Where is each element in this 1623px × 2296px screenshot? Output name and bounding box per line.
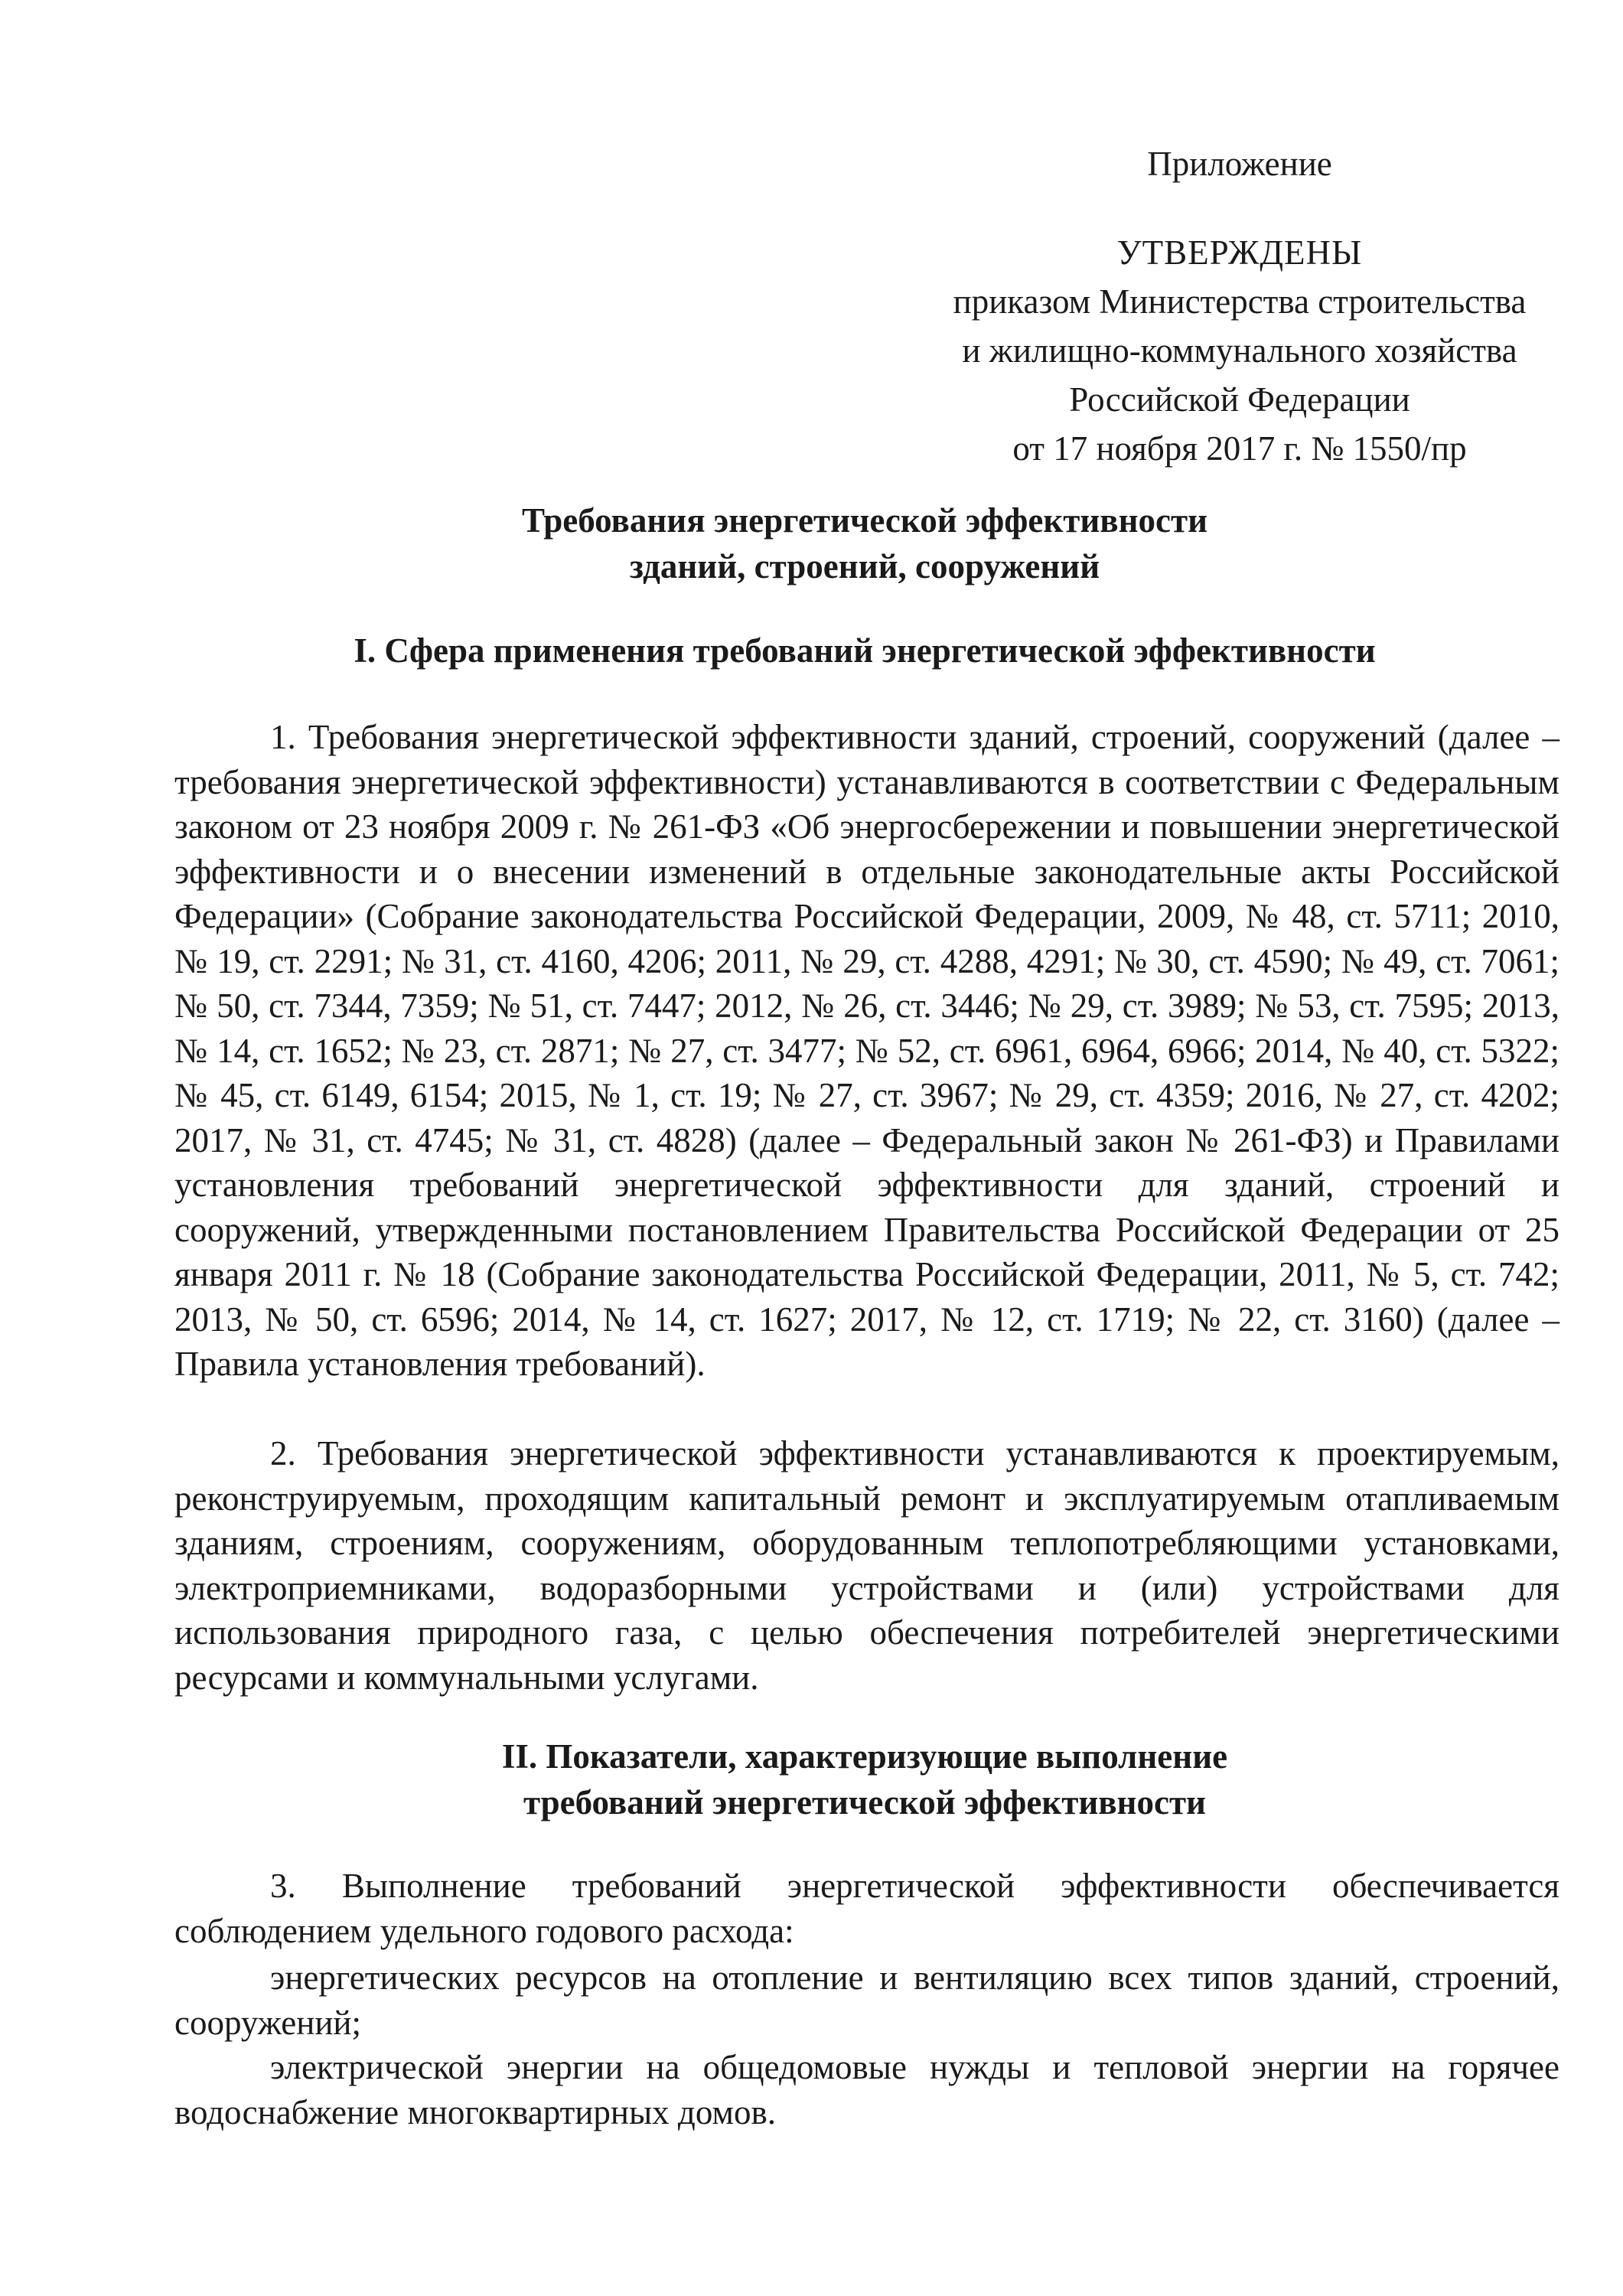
section-1-heading: I. Сфера применения требований энергетической эффективности xyxy=(354,631,1376,670)
approval-stamp xyxy=(903,277,1576,473)
approval-line-ministry: приказом Министерства строительства xyxy=(953,282,1527,321)
document-title-line-2: зданий, строений, сооружений xyxy=(629,547,1100,585)
paragraph-3: 3. Выполнение требований энергетической эффективности обеспечивается соблюдением удельного годового расхода: xyxy=(174,1867,1559,1950)
paragraph-1: 1. Требования энергетической эффективности зданий, строений, сооружений (далее – требования энергетической эффективности) устанавливаются в соответствии с Федеральным законом от 23 ноября 2009 г. № 261-ФЗ «Об энергосбережении и повышении энергетической эффективности и о внесении изменений в отдельные законодательные акты Российской Федерации» (Собрание законодательства Российской Федерации, 2009, № 48, ст. 5711; 2010, № 19, ст. 2291; № 31, ст. 4160, 4206; 2011, № 29, ст. 4288, 4291; № 30, ст. 4590; № 49, ст. 7061; № 50, ст. 7344, 7359; № 51, ст. 7447; 2012, № 26, ст. 3446; № 29, ст. 3989; № 53, ст. 7595; 2013, № 14, ст. 1652; № 23, ст. 2871; № 27, ст. 3477; № 52, ст. 6961, 6964, 6966; 2014, № 40, ст. 5322; № 45, ст. 6149, 6154; 2015, № 1, ст. 19; № 27, ст. 3967; № 29, ст. 4359; 2016, № 27, ст. 4202; 2017, № 31, ст. 4745; № 31, ст. 4828) (далее – Федеральный закон № 261-ФЗ) и Правилами установления требований энергетической эффективности для зданий, строений и сооружений, утвержденными постановлением Правительства Российской Федерации от 25 января 2011 г. № 18 (Собрание законодательства Российской Федерации, 2011, № 5, ст. 742; 2013, № 50, ст. 6596; 2014, № 14, ст. 1627; 2017, № 12, ст. 1719; № 22, ст. 3160) (далее – Правила установления требований). xyxy=(174,718,1559,1383)
section-2-heading-line-2: требований энергетической эффективности xyxy=(523,1783,1206,1821)
approval-line-federation: Российской Федерации xyxy=(1069,380,1410,419)
section-2-heading xyxy=(184,1733,1546,1825)
section-2-heading-line-1: II. Показатели, характеризующие выполнение xyxy=(501,1737,1228,1776)
approval-line-housing: и жилищно-коммунального хозяйства xyxy=(962,331,1517,370)
approval-line-order-date: от 17 ноября 2017 г. № 1550/пр xyxy=(1012,429,1467,468)
appendix-label: Приложение xyxy=(1147,145,1332,183)
paragraph-3-item-electricity: электрической энергии на общедомовые нужды и тепловой энергии на горячее водоснабжение многоквартирных домов. xyxy=(174,2048,1559,2131)
paragraph-3-item-heating: энергетических ресурсов на отопление и вентиляцию всех типов зданий, строений, сооружений; xyxy=(174,1958,1559,2042)
document-title-line-1: Требования энергетической эффективности xyxy=(521,501,1208,540)
approved-label: УТВЕРЖДЕНЫ xyxy=(1116,233,1363,272)
paragraph-2: 2. Требования энергетической эффективности устанавливаются к проектируемым, реконструируемым, проходящим капитальный ремонт и эксплуатируемым отапливаемым зданиям, строениям, сооружениям, оборудованным теплопотребляющими установками, электроприемниками, водоразборными устройствами и (или) устройствами для использования природного газа, с целью обеспечения потребителей энергетическими ресурсами и коммунальными услугами. xyxy=(174,1434,1559,1697)
document-title xyxy=(230,497,1500,589)
